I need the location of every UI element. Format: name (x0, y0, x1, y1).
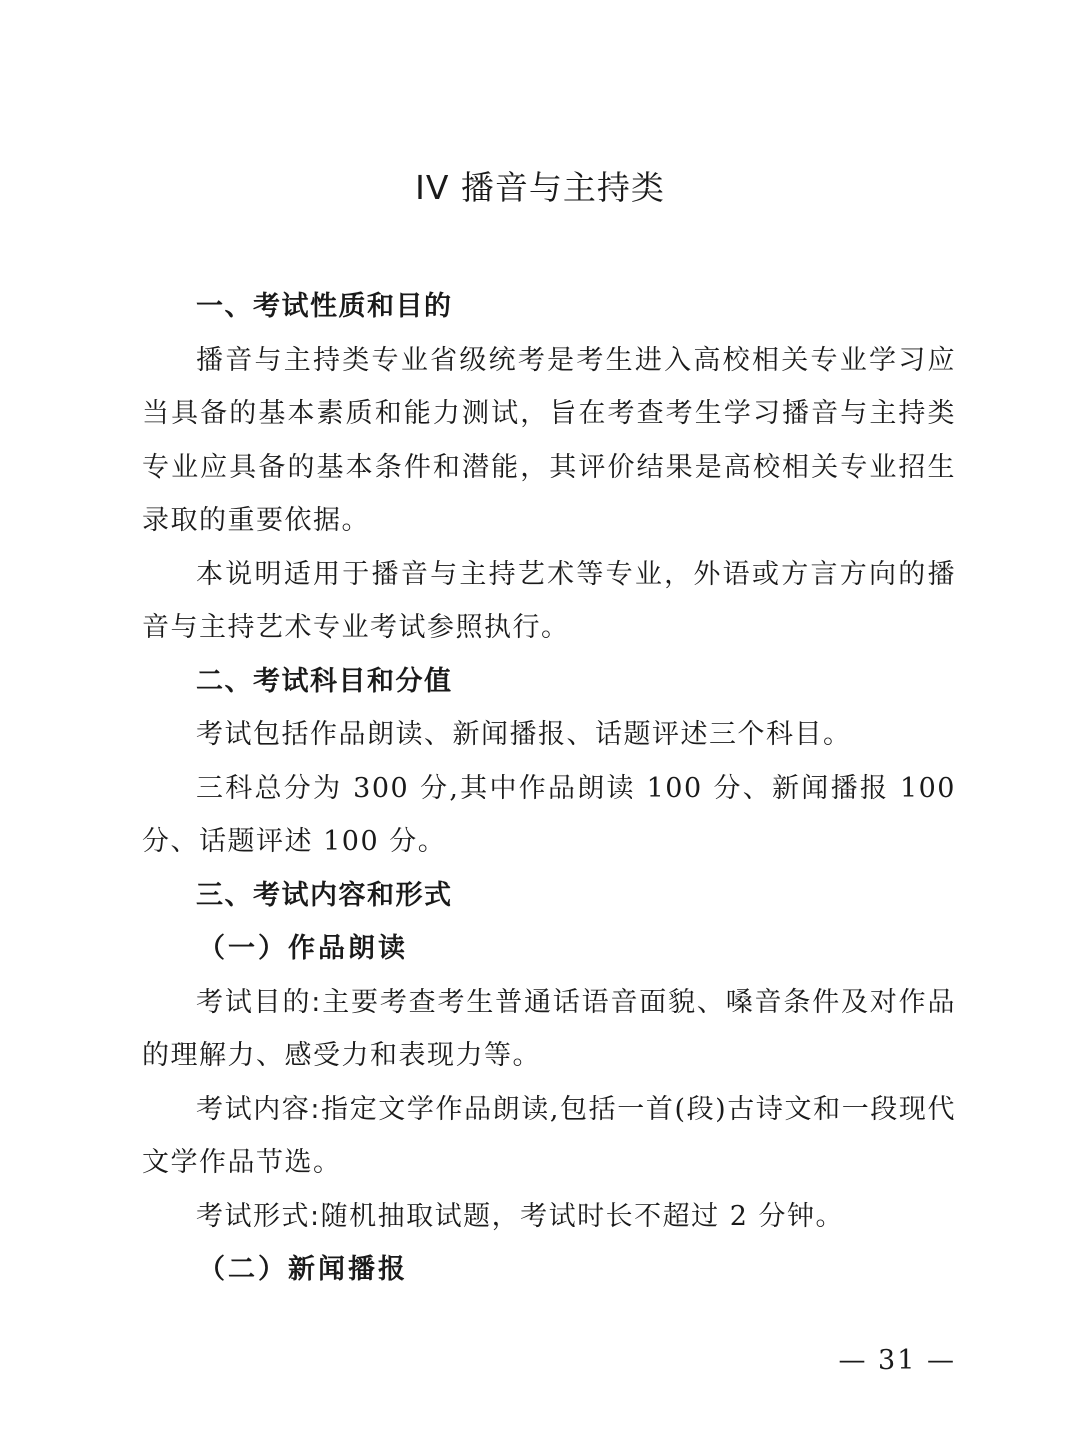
section-heading-1: 一、考试性质和目的 (196, 291, 453, 322)
document-body (142, 280, 956, 1297)
exam-purpose-text: 主要考查考生普通话语音面貌、嗓音条件及对作品的理解力、感受力和表现力等。 (142, 986, 956, 1071)
paragraph: 三科总分为 300 分,其中作品朗读 100 分、新闻播报 100 分、话题评述 100 分。 (142, 772, 956, 857)
paragraph: 本说明适用于播音与主持艺术等专业，外语或方言方向的播音与主持艺术专业考试参照执行。 (142, 558, 956, 643)
paragraph: 考试包括作品朗读、新闻播报、话题评述三个科目。 (196, 719, 852, 750)
exam-form-label: 考试形式: (196, 1200, 321, 1232)
page-number: — 31 — (838, 1345, 956, 1376)
section-heading-2: 二、考试科目和分值 (196, 665, 453, 697)
page-title: IV 播音与主持类 (415, 168, 665, 207)
paragraph: 播音与主持类专业省级统考是考生进入高校相关专业学习应当具备的基本素质和能力测试，旨在考查考生学习播音与主持类专业应具备的基本条件和潜能，其评价结果是高校相关专业招生录取的重要依据。 (142, 344, 956, 536)
exam-purpose-label: 考试目的: (196, 986, 322, 1018)
subsection-heading-2: （二）新闻播报 (198, 1254, 408, 1285)
paragraph (142, 976, 956, 1083)
paragraph (142, 1190, 956, 1244)
paragraph (142, 1083, 956, 1190)
exam-content-label: 考试内容: (196, 1093, 321, 1125)
section-heading-3: 三、考试内容和形式 (196, 879, 453, 911)
subsection-heading-1: （一）作品朗读 (198, 933, 408, 964)
exam-form-text: 随机抽取试题，考试时长不超过 2 分钟。 (320, 1200, 844, 1232)
exam-content-text: 指定文学作品朗读,包括一首(段)古诗文和一段现代文学作品节选。 (142, 1093, 956, 1178)
